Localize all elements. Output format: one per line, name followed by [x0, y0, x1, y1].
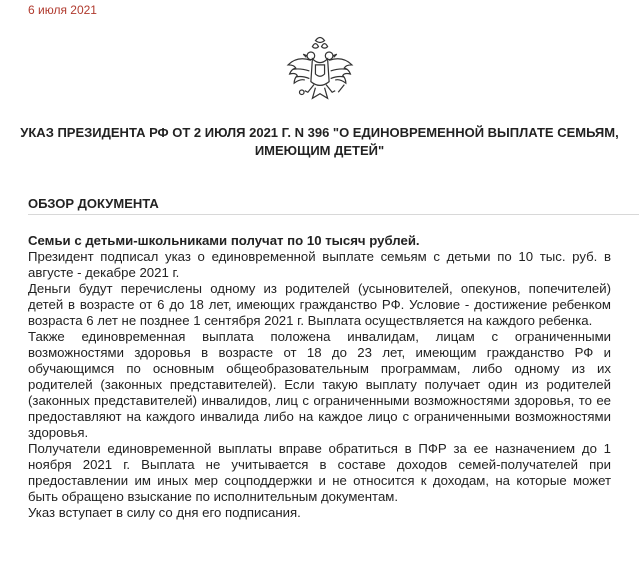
russian-coat-of-arms-icon: [282, 36, 358, 112]
overview-paragraph: Деньги будут перечислены одному из родителей (усыновителей, опекунов, попечителей) детей в возрасте от 6 до 18 лет, имеющих гражданство РФ. Условие - достижение ребенком возраста 6 лет не позднее 1 сентября 2021 г. Выплата осуществляется на каждого ребенка.: [28, 281, 611, 328]
overview-paragraph: Также единовременная выплата положена инвалидам, лицам с ограниченными возможностями здоровья в возрасте от 18 до 23 лет, имеющим гражданство РФ и обучающимся по основным общеобразовательным программам, либо одному из их родителей (законных представителей). Если такую выплату получает один из родителей (законных представителей) инвалидов, лиц с ограниченными возможностями здоровья, то ее предоставляют на каждого инвалида либо на каждое лицо с ограниченными возможностями здоровья.: [28, 329, 611, 440]
overview-paragraph: Президент подписал указ о единовременной выплате семьям с детьми по 10 тыс. руб. в августе - декабре 2021 г.: [28, 249, 611, 280]
section-divider: [28, 214, 639, 215]
overview-content: [28, 233, 611, 521]
overview-paragraph: Указ вступает в силу со дня его подписания.: [28, 505, 301, 520]
overview-lead: Семьи с детьми-школьниками получат по 10 тысяч рублей.: [28, 233, 420, 248]
document-title: УКАЗ ПРЕЗИДЕНТА РФ ОТ 2 ИЮЛЯ 2021 Г. N 396 "О ЕДИНОВРЕМЕННОЙ ВЫПЛАТЕ СЕМЬЯМ, ИМЕЮЩИМ ДЕТЕЙ": [20, 125, 619, 158]
overview-heading: ОБЗОР ДОКУМЕНТА: [28, 196, 159, 211]
overview-paragraph: Получатели единовременной выплаты вправе обратиться в ПФР за ее назначением до 1 ноября 2021 г. Выплата не учитывается в составе доходов семей-получателей при предоставлении им иных мер соцподдержки и не относится к доходам, на которые может быть обращено взыскание по исполнительным документам.: [28, 441, 611, 504]
publication-date: 6 июля 2021: [28, 3, 97, 17]
